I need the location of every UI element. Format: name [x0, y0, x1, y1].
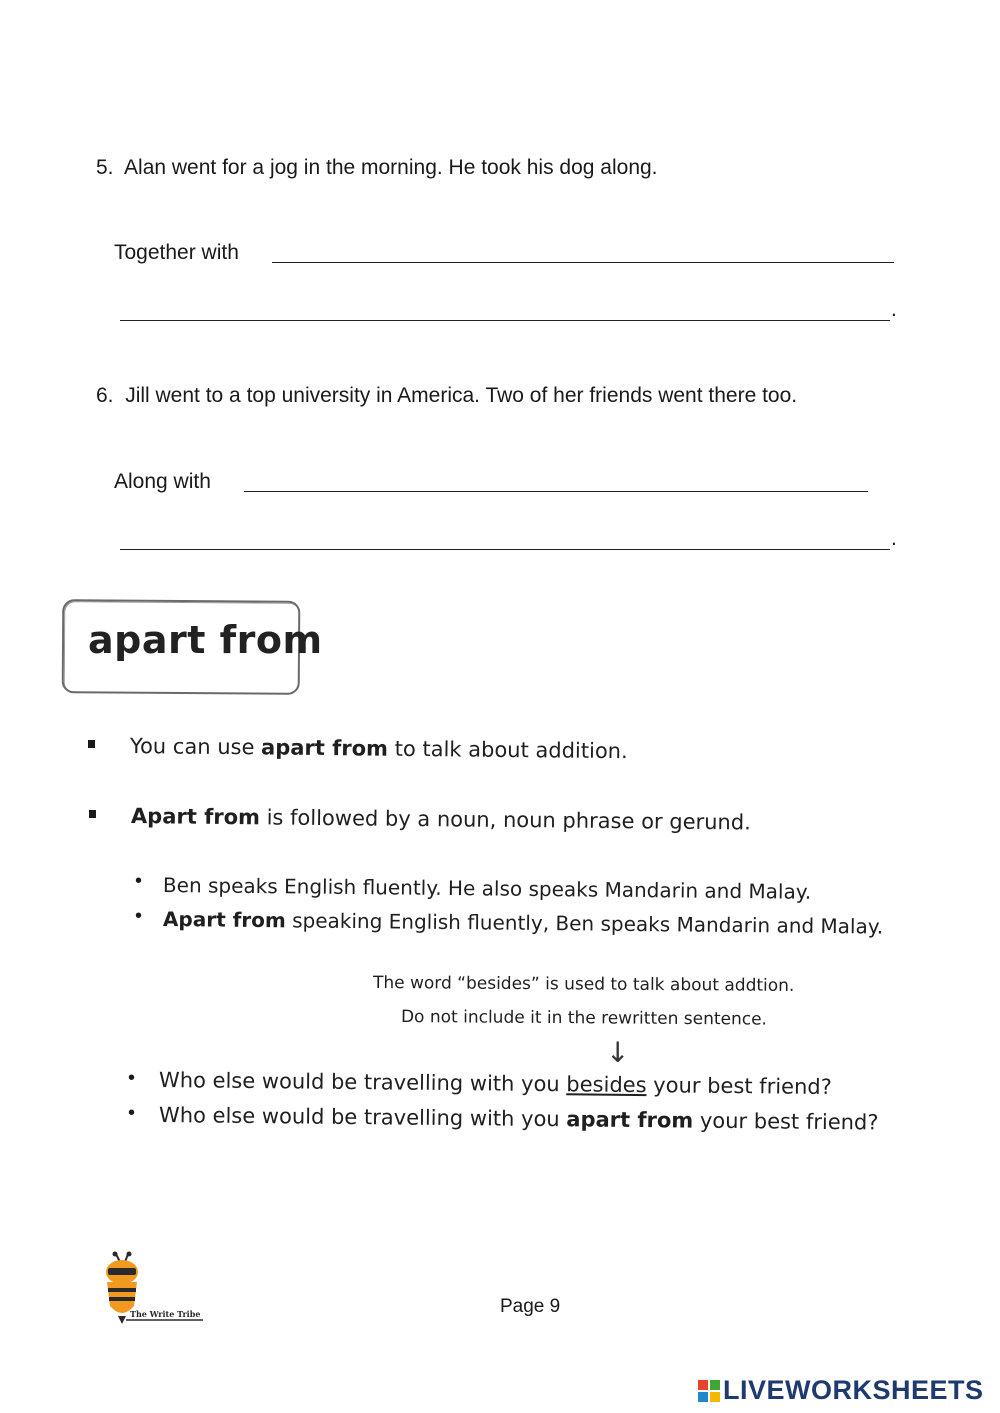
question-5-answer-line-1[interactable]	[272, 262, 894, 263]
question-6-end-mark: .	[891, 527, 897, 550]
down-arrow-icon: ↓	[606, 1036, 630, 1069]
question-6	[96, 384, 797, 408]
question-6-answer-line-2[interactable]	[120, 549, 890, 550]
round-bullet-icon: •	[135, 905, 143, 927]
page-number: Page 9	[500, 1296, 561, 1317]
question-5-end-mark: .	[891, 298, 897, 321]
question-5	[96, 156, 658, 180]
question-6-sentence: Jill went to a top university in America. Two of her friends went there too.	[125, 384, 798, 407]
square-bullet-icon	[88, 740, 95, 748]
round-bullet-icon: •	[128, 1102, 136, 1124]
example-2: Apart from speaking English fluently, Ben speaks Mandarin and Malay.	[162, 907, 884, 939]
example-4: Who else would be travelling with you apart from your best friend?	[158, 1103, 879, 1135]
note-line-2: Do not include it in the rewritten sentence.	[400, 1007, 768, 1030]
example-3: Who else would be travelling with you besides your best friend?	[158, 1068, 832, 1100]
question-5-answer-line-2[interactable]	[120, 320, 890, 321]
liveworksheets-logo-icon	[698, 1380, 720, 1402]
note-line-1: The word “besides” is used to talk about addtion.	[372, 973, 795, 996]
square-bullet-icon	[89, 810, 96, 818]
section-heading: apart from	[88, 618, 323, 662]
rule-2: Apart from is followed by a noun, noun phrase or gerund.	[130, 804, 751, 835]
logo-caption: The Write Tribe	[130, 1309, 201, 1319]
round-bullet-icon: •	[135, 870, 143, 892]
example-1: Ben speaks English fluently. He also speaks Mandarin and Malay.	[162, 873, 812, 904]
question-6-answer-line-1[interactable]	[244, 491, 868, 492]
rule-1: You can use apart from to talk about addition.	[129, 734, 628, 764]
question-5-sentence: Alan went for a jog in the morning. He took his dog along.	[124, 156, 658, 179]
question-5-prompt: Together with	[114, 241, 239, 264]
question-6-prompt: Along with	[114, 470, 211, 493]
round-bullet-icon: •	[128, 1067, 136, 1089]
question-5-number: 5.	[96, 156, 114, 179]
liveworksheets-brand[interactable]: LIVEWORKSHEETS	[723, 1375, 984, 1405]
question-6-number: 6.	[96, 384, 114, 407]
